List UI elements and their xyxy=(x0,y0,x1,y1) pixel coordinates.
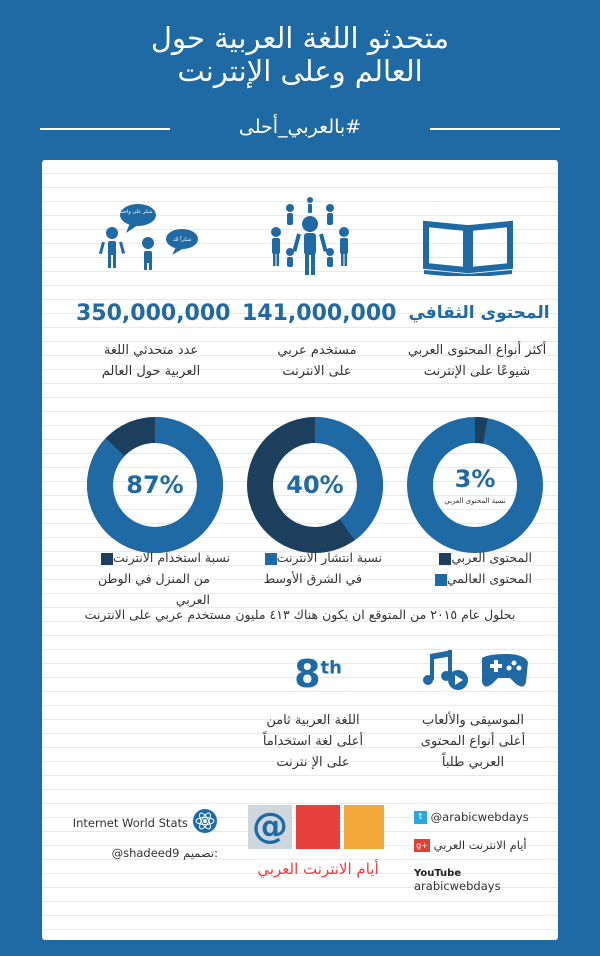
speech-bubble-1: لا شكر على واجب xyxy=(119,209,157,215)
donut-content-sublabel: نسبة المحتوى العربي xyxy=(444,497,506,505)
legend-pen-line-2: في الشرق الأوسط xyxy=(263,571,362,586)
games-description xyxy=(398,710,548,773)
title-line-1: متحدثو اللغة العربية حول xyxy=(150,21,450,55)
donut-home-label: 87% xyxy=(126,471,184,499)
legend-pen-line-1: نسبة انتشار الانترنت xyxy=(276,550,382,565)
speech-bubble-2: شكراً لك xyxy=(172,237,192,243)
games-desc-line-2: أعلى أنواع المحتوى xyxy=(420,734,526,749)
users-desc-line-2: على الانترنت xyxy=(282,364,352,379)
donut-penetration xyxy=(245,415,385,555)
donut-arabic-content xyxy=(405,415,545,555)
cultural-desc-line-1: أكثر أنواع المحتوى العربي xyxy=(407,343,547,358)
legend-home-line-2: من المنزل في الوطن العربي xyxy=(98,571,210,607)
legend-swatch-dark xyxy=(439,553,451,565)
hashtag-row xyxy=(40,118,560,140)
logo-orange-tile xyxy=(344,805,384,849)
rank-desc-line-2: أعلى لغة استخداماً xyxy=(262,734,364,749)
legend-home-line-1: نسبة استخدام الانترنت xyxy=(112,550,230,565)
speakers-desc-line-2: العربية حول العالم xyxy=(101,364,201,379)
hashtag: #بالعربي_أحلى xyxy=(238,116,362,138)
gplus-name: أيام الانترنت العربي xyxy=(433,838,527,852)
donut-penetration-label: 40% xyxy=(286,471,344,499)
infographic-card xyxy=(42,160,558,940)
games-desc-line-1: الموسيقى والألعاب xyxy=(422,713,524,728)
twitter-link[interactable] xyxy=(414,810,550,824)
cultural-content-heading: المحتوى الثقافي xyxy=(408,303,550,323)
conversation-icon xyxy=(90,195,200,270)
cultural-desc-line-2: شيوعًا على الإنترنت xyxy=(423,364,531,379)
games-desc-line-3: العربي طلباً xyxy=(441,755,505,770)
youtube-link[interactable] xyxy=(414,865,550,893)
rank-description xyxy=(238,710,388,773)
speakers-desc-line-1: عدد متحدثي اللغة xyxy=(103,343,199,358)
music-games-icon xyxy=(418,648,530,692)
rank-number xyxy=(268,652,368,696)
crowd-icon xyxy=(268,196,352,276)
legend-global-content: المحتوى العالمي xyxy=(446,571,532,586)
source-credit: Internet World Stats xyxy=(72,816,188,830)
twitter-icon: t xyxy=(414,811,427,824)
legend-penetration xyxy=(232,547,382,589)
gplus-link[interactable] xyxy=(414,838,550,852)
youtube-icon xyxy=(414,868,461,879)
legend-swatch-dark xyxy=(101,553,113,565)
arabic-web-days-logo xyxy=(248,801,386,859)
speakers-count: 350,000,000 xyxy=(76,301,231,326)
rank-desc-line-3: على الإ نترنت xyxy=(276,755,350,770)
users-description xyxy=(242,340,392,382)
designer-credit xyxy=(70,846,218,860)
logo-red-tile xyxy=(296,805,340,849)
logo-caption: أيام الانترنت العربي xyxy=(257,860,379,878)
donut-home-usage xyxy=(85,415,225,555)
atom-icon xyxy=(192,808,218,834)
rank-suffix: th xyxy=(320,657,342,679)
title-line-2: العالم وعلى الإنترنت xyxy=(177,54,423,88)
page-title xyxy=(0,22,600,88)
twitter-handle: @arabicwebdays xyxy=(430,810,529,824)
rank-digit: 8 xyxy=(294,652,321,696)
cultural-description xyxy=(392,340,562,382)
legend-swatch-blue xyxy=(265,553,277,565)
design-label: تصميم: xyxy=(183,846,218,860)
legend-arabic-content: المحتوى العربي xyxy=(451,550,532,565)
logo-at-tile: @ xyxy=(248,805,292,849)
speakers-description xyxy=(76,340,226,382)
youtube-brand: YouTube xyxy=(414,868,462,879)
legend-swatch-blue xyxy=(435,574,447,586)
legend-home-usage xyxy=(70,547,230,610)
legend-content xyxy=(402,547,532,589)
book-icon xyxy=(422,220,514,276)
users-desc-line-1: مستخدم عربي xyxy=(277,343,357,358)
donut-content-label: 3% xyxy=(454,465,496,493)
rank-desc-line-1: اللغة العربية ثامن xyxy=(266,713,360,728)
users-count: 141,000,000 xyxy=(242,301,397,326)
google-plus-icon: g+ xyxy=(414,839,430,852)
forecast-text: بحلول عام ٢٠١٥ من المتوقع ان يكون هناك ٤١٣ مليون مستخدم عربي على الانترنت xyxy=(84,607,516,622)
youtube-channel: arabicwebdays xyxy=(414,879,501,893)
designer-handle[interactable]: @shadeed9 xyxy=(111,846,180,860)
